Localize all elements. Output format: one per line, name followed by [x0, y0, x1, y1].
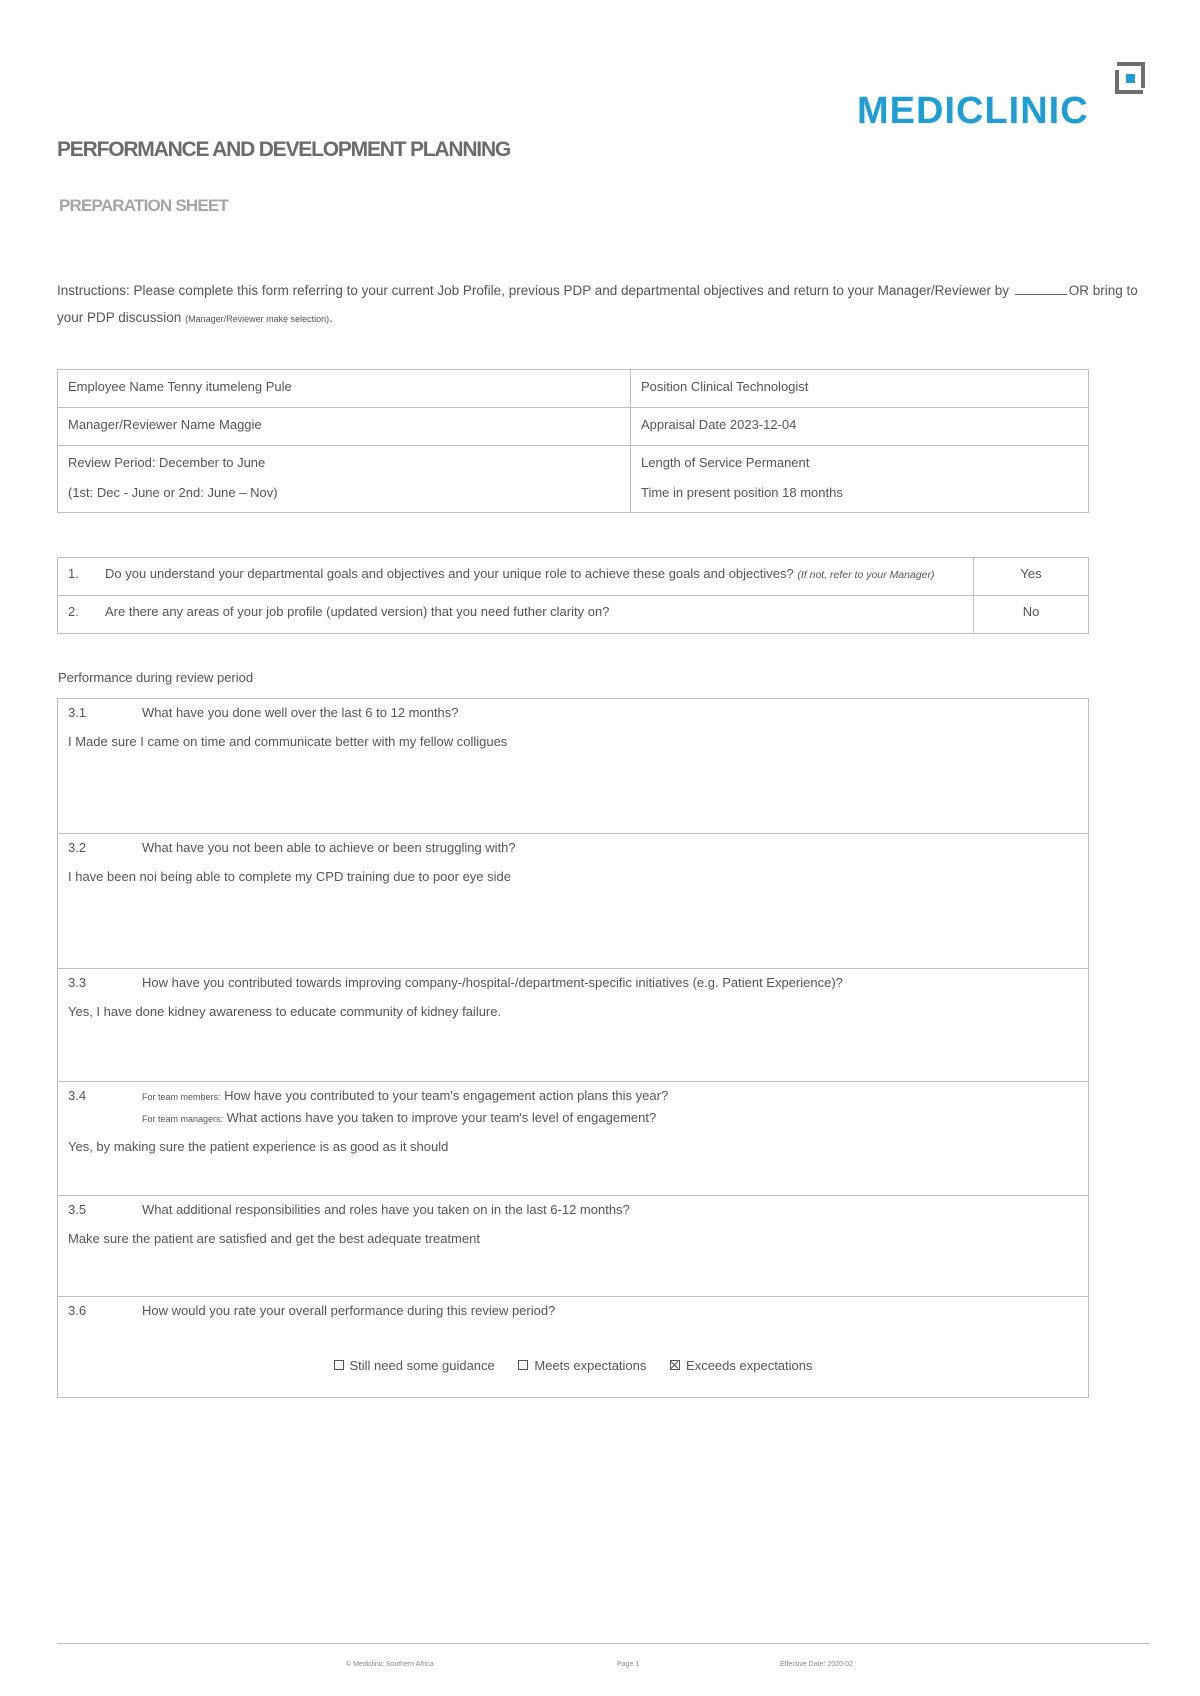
rating-meets-expectations[interactable]: Meets expectations: [518, 1358, 646, 1373]
section-3-2[interactable]: [58, 834, 1089, 969]
team-members-label: For team members:: [142, 1092, 221, 1102]
team-managers-label: For team managers:: [142, 1114, 224, 1124]
section-answer: I have been noi being able to complete my CPD training due to poor eye side: [68, 869, 511, 884]
mediclinic-logo: [857, 62, 1157, 132]
section-3-6: [58, 1297, 1089, 1398]
section-answer: Make sure the patient are satisfied and get the best adequate treatment: [68, 1231, 480, 1246]
logo-mark-icon: [1113, 62, 1147, 96]
section-question: How have you contributed to your team's engagement action plans this year?: [224, 1088, 669, 1103]
table-row: [58, 558, 1089, 596]
section-number: 3.1: [68, 705, 87, 720]
table-row: [58, 969, 1089, 1082]
section-3-1[interactable]: [58, 699, 1089, 834]
question-1-answer[interactable]: Yes: [974, 558, 1089, 596]
question-text: Are there any areas of your job profile (updated version) that you need futher clarity on?: [105, 604, 610, 619]
question-note: (If not, refer to your Manager): [797, 569, 935, 581]
table-row: [58, 1196, 1089, 1297]
review-period-note: (1st: Dec - June or 2nd: June – Nov): [68, 485, 278, 500]
rating-options: [68, 1358, 1078, 1373]
instructions-bring: OR bring to your PDP discussion: [57, 283, 1138, 325]
section-question: What have you done well over the last 6 to 12 months?: [142, 705, 459, 720]
appraisal-date[interactable]: Appraisal Date 2023-12-04: [631, 408, 1089, 446]
position[interactable]: Position Clinical Technologist: [631, 370, 1089, 408]
employee-details-table: [57, 369, 1089, 513]
review-period-cell[interactable]: [58, 446, 631, 513]
section-number: 3.3: [68, 975, 87, 990]
footer-divider: [57, 1643, 1150, 1644]
question-2: [58, 596, 974, 634]
checked-checkbox-icon[interactable]: [670, 1360, 680, 1370]
section-3-3[interactable]: [58, 969, 1089, 1082]
logo-text: MEDICLINIC: [857, 90, 1089, 132]
manager-name[interactable]: Manager/Reviewer Name Maggie: [58, 408, 631, 446]
time-in-position: Time in present position 18 months: [641, 485, 843, 500]
footer-copyright: © Mediclinic Southern Africa: [346, 1661, 434, 1668]
instructions-text: Instructions: Please complete this form referring to your current Job Profile, previous PDP and departmental objectives and return to your Manager/Reviewer by: [57, 283, 1009, 298]
section-number: 3.4: [68, 1088, 87, 1103]
instructions: Instructions: Please complete this form referring to your current Job Profile, previous PDP and departmental objectives and return to your Manager/Reviewer by OR bring to your PDP discussion (Manager/Reviewer make selection).: [57, 283, 1138, 325]
section-number: 3.2: [68, 840, 87, 855]
footer-page: Page 1: [617, 1661, 640, 1668]
table-row: [58, 834, 1089, 969]
rating-exceeds-expectations[interactable]: Exceeds expectations: [670, 1358, 812, 1373]
table-row: [58, 446, 1089, 513]
service-cell[interactable]: [631, 446, 1089, 513]
instructions-note: (Manager/Reviewer make selection): [185, 314, 330, 324]
document-subtitle: PREPARATION SHEET: [59, 196, 229, 215]
questions-table: [57, 557, 1089, 634]
checkbox-icon[interactable]: [518, 1360, 528, 1370]
footer-effective-date: Effective Date: 2020-02: [780, 1661, 854, 1668]
section-question: What have you not been able to achieve or been struggling with?: [142, 840, 516, 855]
question-1: [58, 558, 974, 596]
section-3-5[interactable]: [58, 1196, 1089, 1297]
section-3-4[interactable]: [58, 1082, 1089, 1196]
section-answer: Yes, I have done kidney awareness to educate community of kidney failure.: [68, 1004, 502, 1019]
section-number: 3.6: [68, 1303, 87, 1318]
section-answer: I Made sure I came on time and communicate better with my fellow colligues: [68, 734, 508, 749]
table-row: [58, 1082, 1089, 1196]
section-question: What additional responsibilities and roles have you taken on in the last 6-12 months?: [142, 1202, 630, 1217]
question-number: 1.: [68, 566, 79, 581]
checkbox-icon[interactable]: [334, 1360, 344, 1370]
rating-still-need-guidance[interactable]: Still need some guidance: [334, 1358, 495, 1373]
section-question-2: What actions have you taken to improve your team's level of engagement?: [226, 1110, 657, 1125]
table-row: [58, 370, 1089, 408]
section-number: 3.5: [68, 1202, 87, 1217]
return-date-blank[interactable]: [1015, 293, 1067, 295]
question-number: 2.: [68, 604, 79, 619]
document-title: PERFORMANCE AND DEVELOPMENT PLANNING: [57, 138, 511, 161]
table-row: [58, 1297, 1089, 1398]
section-question: How have you contributed towards improving company-/hospital-/department-specific initiatives (e.g. Patient Experience)?: [142, 975, 843, 990]
employee-name[interactable]: Employee Name Tenny itumeleng Pule: [58, 370, 631, 408]
question-2-answer[interactable]: No: [974, 596, 1089, 634]
section-question: How would you rate your overall performance during this review period?: [142, 1303, 556, 1318]
performance-heading: Performance during review period: [58, 670, 254, 685]
length-of-service: Length of Service Permanent: [641, 455, 810, 470]
table-row: [58, 408, 1089, 446]
review-period: Review Period: December to June: [68, 455, 266, 470]
performance-table: [57, 698, 1089, 1398]
section-answer: Yes, by making sure the patient experience is as good as it should: [68, 1139, 449, 1154]
question-text: Do you understand your departmental goals and objectives and your unique role to achieve these goals and objectives?: [105, 566, 794, 581]
table-row: [58, 596, 1089, 634]
table-row: [58, 699, 1089, 834]
